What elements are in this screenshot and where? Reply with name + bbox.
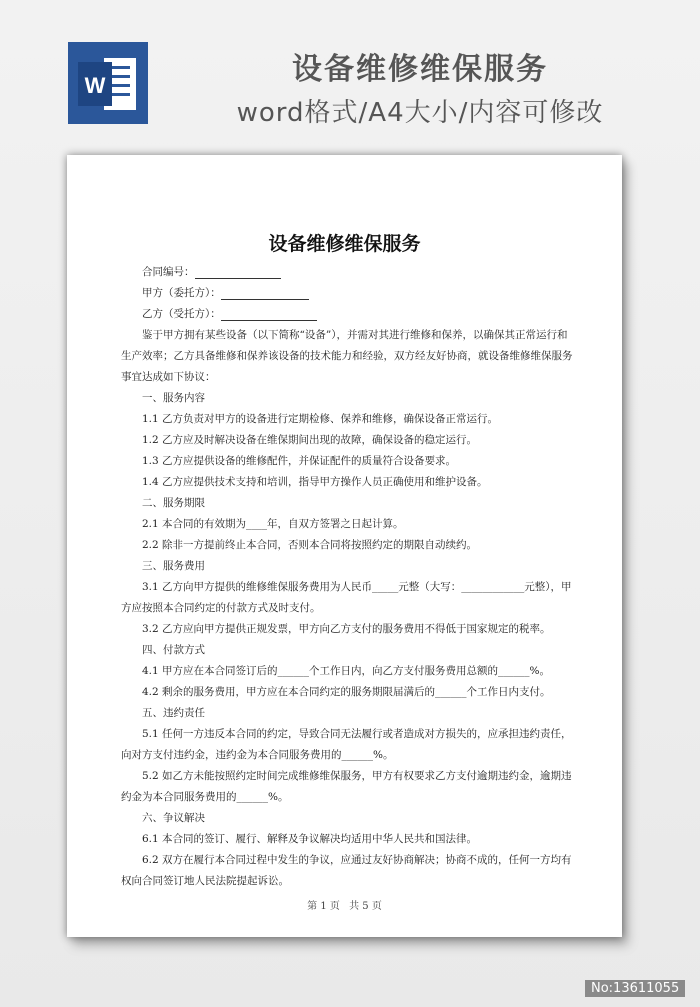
paragraph-list [121,325,576,892]
document-paragraph: 二、服务期限 [142,497,205,509]
document-body [121,262,576,892]
document-paragraph: 4.1 甲方应在本合同签订后的______个工作日内，向乙方支付服务费用总额的______%。 [142,665,551,677]
contract-number-row [121,262,576,283]
document-paragraph: 1.1 乙方负责对甲方的设备进行定期检修、保养和维修，确保设备正常运行。 [142,413,499,425]
document-paragraph: 3.2 乙方应向甲方提供正规发票，甲方向乙方支付的服务费用不得低于国家规定的税率。 [142,623,551,635]
document-title: 设备维修维保服务 [268,233,421,255]
party-a-line [221,287,309,300]
page-number: 第 1 页 [307,901,340,912]
document-page [67,155,622,937]
document-paragraph: 1.4 乙方应提供技术支持和培训，指导甲方操作人员正确使用和维护设备。 [142,476,488,488]
document-paragraph: 2.2 除非一方提前终止本合同，否则本合同将按照约定的期限自动续约。 [142,539,478,551]
party-b-row [121,304,576,325]
contract-number-line [195,266,281,279]
document-paragraph: 鉴于甲方拥有某些设备（以下简称“设备”），并需对其进行维修和保养，以确保其正常运行和生产效率；乙方具备维修和保养该设备的技术能力和经验，双方经友好协商，就设备维修维保服务事宜达成如下协议： [121,329,573,383]
header-title: 设备维修维保服务 [292,52,548,87]
document-paragraph: 6.2 双方在履行本合同过程中发生的争议，应通过友好协商解决；协商不成的，任何一方均有权向合同签订地人民法院提起诉讼。 [121,854,572,887]
document-paragraph: 四、付款方式 [142,644,205,656]
document-paragraph: 一、服务内容 [142,392,205,404]
document-paragraph: 三、服务费用 [142,560,205,572]
party-a-label: 甲方（委托方）： [142,287,221,299]
page-footer [67,897,622,912]
document-paragraph: 五、违约责任 [142,707,205,719]
document-paragraph: 1.2 乙方应及时解决设备在维保期间出现的故障，确保设备的稳定运行。 [142,434,478,446]
document-paragraph: 1.3 乙方应提供设备的维修配件，并保证配件的质量符合设备要求。 [142,455,457,467]
document-paragraph: 5.2 如乙方未能按照约定时间完成维修维保服务，甲方有权要求乙方支付逾期违约金，逾期违约金为本合同服务费用的______%。 [121,770,572,803]
document-paragraph: 2.1 本合同的有效期为____年，自双方签署之日起计算。 [142,518,404,530]
document-paragraph: 六、争议解决 [142,812,205,824]
document-paragraph: 5.1 任何一方违反本合同的约定，导致合同无法履行或者造成对方损失的，应承担违约责任，向对方支付违约金，违约金为本合同服务费用的______%。 [121,728,572,761]
header-subtitle: word格式/A4大小/内容可修改 [236,98,604,128]
svg-text:W: W [84,73,106,98]
watermark-number: No:13611055 [585,980,685,997]
document-paragraph: 4.2 剩余的服务费用，甲方应在本合同约定的服务期限届满后的______个工作日内支付。 [142,686,551,698]
document-paragraph: 6.1 本合同的签订、履行、解释及争议解决均适用中华人民共和国法律。 [142,833,478,845]
word-document-icon [68,42,148,124]
document-paragraph: 3.1 乙方向甲方提供的维修维保服务费用为人民币_____元整（大写：____________元整），甲方应按照本合同约定的付款方式及时支付。 [121,581,572,614]
party-b-line [221,308,317,321]
contract-number-label: 合同编号： [142,266,195,278]
page-total: 共 5 页 [349,901,382,912]
party-b-label: 乙方（受托方）： [142,308,221,320]
party-a-row [121,283,576,304]
header [0,0,700,150]
